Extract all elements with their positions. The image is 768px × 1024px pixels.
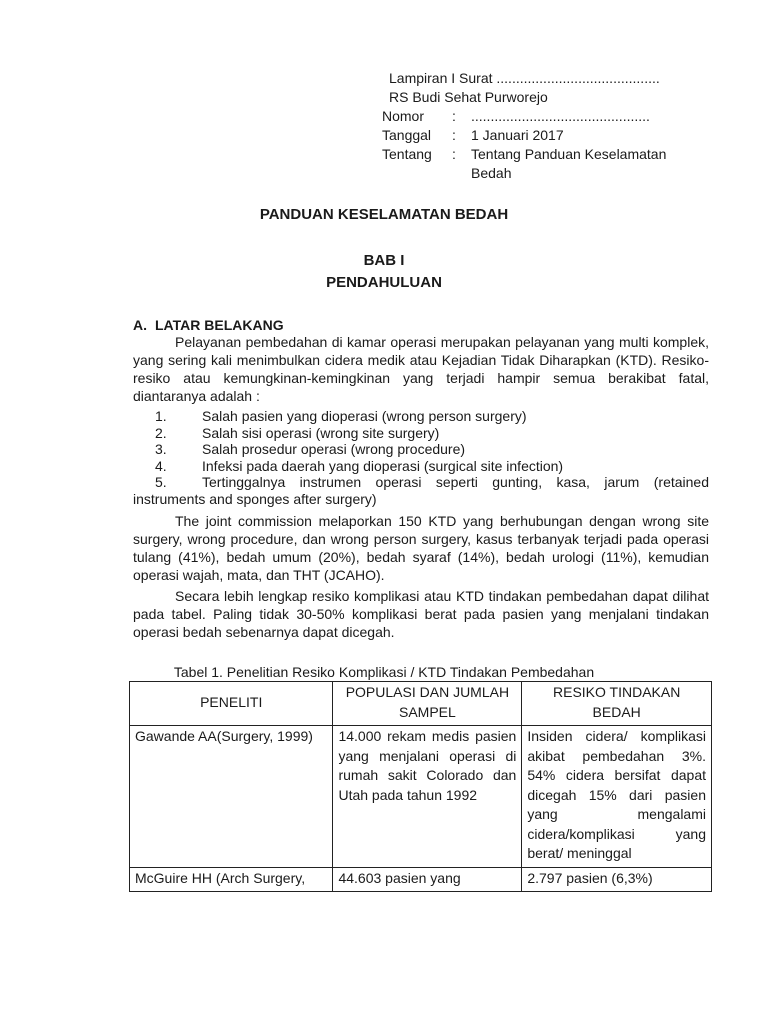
table-cell: 2.797 pasien (6,3%) <box>522 867 712 892</box>
list-number: 5. <box>155 474 167 490</box>
header-value: 1 Januari 2017 <box>471 127 564 143</box>
header-value: Tentang Panduan Keselamatan <box>471 146 667 162</box>
list-text: Infeksi pada daerah yang dioperasi (surgical site infection) <box>202 457 564 474</box>
section-heading <box>133 316 284 334</box>
document-title: PANDUAN KESELAMATAN BEDAH <box>259 206 509 223</box>
table-cell: 14.000 rekam medis pasien yang menjalani operasi di rumah sakit Colorado dan Utah pada tahun 1992 <box>333 726 522 868</box>
hospital-name: RS Budi Sehat Purworejo <box>389 89 548 105</box>
paragraph-jcaho: The joint commission melaporkan 150 KTD yang berhubungan dengan wrong site surgery, wrong procedure, dan wrong person surgery, kasus terbanyak terjadi pada operasi tulang (41%), bedah umum (20%), bedah syaraf (14%), bedah urologi (11%), kemudian operasi wajah, mata, dan THT (JCAHO). <box>133 513 709 583</box>
chapter-number: BAB I <box>363 252 405 269</box>
chapter-title: PENDAHULUAN <box>326 274 442 291</box>
table-caption: Tabel 1. Penelitian Resiko Komplikasi / KTD Tindakan Pembedahan <box>173 664 595 680</box>
header-tentang-continuation: Bedah <box>471 165 512 181</box>
list-text: Salah sisi operasi (wrong site surgery) <box>202 424 440 441</box>
header-colon: : <box>452 146 456 162</box>
list-item <box>133 408 709 425</box>
header-value: .............................................. <box>471 108 650 124</box>
section-title: LATAR BELAKANG <box>155 317 284 333</box>
list-text: Tertinggalnya instrumen operasi seperti gunting, kasa, jarum (retained instruments and sponges after surgery) <box>133 474 709 507</box>
column-header: RESIKO TINDAKAN BEDAH <box>522 682 712 726</box>
list-item <box>133 441 709 458</box>
column-header: PENELITI <box>130 682 333 726</box>
table-row <box>130 726 712 868</box>
research-table <box>129 681 712 892</box>
list-text: Salah prosedur operasi (wrong procedure) <box>202 441 466 457</box>
header-colon: : <box>452 108 456 124</box>
list-number: 4. <box>155 457 167 474</box>
table-row <box>130 867 712 892</box>
list-text: Salah pasien yang dioperasi (wrong person surgery) <box>202 408 527 424</box>
header-colon: : <box>452 127 456 143</box>
risk-list <box>133 408 709 507</box>
table-cell: Insiden cidera/ komplikasi akibat pembedahan 3%. 54% cidera bersifat dapat dicegah 15% dari pasien yang mengalami cidera/komplikasi yang berat/ meninggal <box>522 726 712 868</box>
header-key: Tentang <box>382 146 432 162</box>
column-header: POPULASI DAN JUMLAH SAMPEL <box>333 682 522 726</box>
header-key: Nomor <box>382 108 425 124</box>
lampiran-line: Lampiran I Surat .......................................... <box>389 70 660 86</box>
table-cell: 44.603 pasien yang <box>333 867 522 892</box>
table-cell: McGuire HH (Arch Surgery, <box>130 867 333 892</box>
paragraph-table-intro: Secara lebih lengkap resiko komplikasi atau KTD tindakan pembedahan dapat dilihat pada tabel. Paling tidak 30-50% komplikasi berat pada pasien yang menjalani tindakan operasi bedah sebenarnya dapat dicegah. <box>133 588 709 640</box>
list-number: 1. <box>155 408 167 424</box>
list-item <box>133 458 709 475</box>
paragraph-intro: Pelayanan pembedahan di kamar operasi merupakan pelayanan yang multi komplek, yang sering kali menimbulkan cidera medik atau Kejadian Tidak Diharapkan (KTD). Resiko-resiko atau kemungkinan-kemingkinan yang terjadi hampir semua berakibat fatal, diantaranya adalah : <box>133 334 709 404</box>
section-number: A. <box>133 317 147 333</box>
table-cell: Gawande AA(Surgery, 1999) <box>130 726 333 868</box>
list-item <box>133 474 709 507</box>
list-number: 3. <box>155 441 167 457</box>
table-header-row <box>130 682 712 726</box>
list-number: 2. <box>155 424 167 441</box>
header-key: Tanggal <box>382 127 432 143</box>
list-item <box>133 425 709 442</box>
